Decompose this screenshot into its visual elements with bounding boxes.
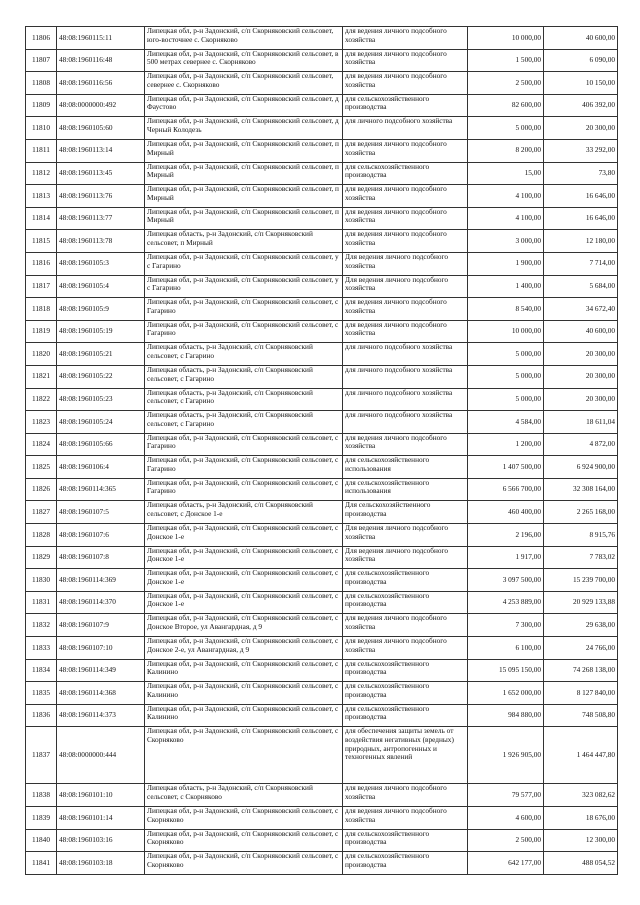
table-row xyxy=(26,569,618,592)
cadastral-number: 48:08:1960105:4 xyxy=(57,275,145,298)
table-row xyxy=(26,659,618,682)
area: 8 200,00 xyxy=(468,139,544,162)
row-number: 11811 xyxy=(26,139,57,162)
row-number: 11826 xyxy=(26,478,57,501)
cadastral-value: 12 180,00 xyxy=(544,230,618,253)
cadastral-value: 32 308 164,00 xyxy=(544,478,618,501)
address: Липецкая обл, р-н Задонский, с/п Скорняковский сельсовет, с Калинино xyxy=(145,659,343,682)
cadastral-value: 12 300,00 xyxy=(544,829,618,852)
permitted-use: для сельскохозяйственного производства xyxy=(343,704,468,727)
cadastral-value: 33 292,00 xyxy=(544,139,618,162)
cadastral-value: 20 300,00 xyxy=(544,365,618,388)
area: 2 196,00 xyxy=(468,524,544,547)
table-row xyxy=(26,275,618,298)
area: 10 000,00 xyxy=(468,320,544,343)
address: Липецкая обл, р-н Задонский, с/п Скорняковский сельсовет, у с Гагарино xyxy=(145,275,343,298)
cadastral-value: 34 672,40 xyxy=(544,298,618,321)
permitted-use: для сельскохозяйственного производства xyxy=(343,659,468,682)
address: Липецкая обл, р-н Задонский, с/п Скорняковский сельсовет, с Калинино xyxy=(145,704,343,727)
cadastral-number: 48:08:1960105:22 xyxy=(57,365,145,388)
permitted-use: для ведения личного подсобного хозяйства xyxy=(343,637,468,660)
table-row xyxy=(26,298,618,321)
table-row xyxy=(26,49,618,72)
cadastral-value: 4 872,00 xyxy=(544,433,618,456)
area: 1 926 905,00 xyxy=(468,727,544,784)
permitted-use: для сельскохозяйственного использования xyxy=(343,456,468,479)
cadastral-value: 40 600,00 xyxy=(544,320,618,343)
address: Липецкая обл, р-н Задонский, с/п Скорняковский сельсовет, с Гагарино xyxy=(145,478,343,501)
cadastral-number: 48:08:1960107:6 xyxy=(57,524,145,547)
table-row xyxy=(26,388,618,411)
table-row xyxy=(26,117,618,140)
cadastral-number: 48:08:1960105:9 xyxy=(57,298,145,321)
cadastral-value: 20 300,00 xyxy=(544,343,618,366)
cadastral-value: 20 300,00 xyxy=(544,388,618,411)
address: Липецкая обл, р-н Задонский, с/п Скорняковский сельсовет, с Гагарино xyxy=(145,320,343,343)
area: 15,00 xyxy=(468,162,544,185)
table-row xyxy=(26,637,618,660)
area: 642 177,00 xyxy=(468,852,544,875)
area: 460 400,00 xyxy=(468,501,544,524)
row-number: 11830 xyxy=(26,569,57,592)
area: 1 652 000,00 xyxy=(468,682,544,705)
row-number: 11818 xyxy=(26,298,57,321)
cadastral-value: 16 646,00 xyxy=(544,185,618,208)
table-row xyxy=(26,207,618,230)
cadastral-value: 7 714,00 xyxy=(544,252,618,275)
table-row xyxy=(26,591,618,614)
permitted-use: для ведения личного подсобного хозяйства xyxy=(343,230,468,253)
row-number: 11814 xyxy=(26,207,57,230)
cadastral-number: 48:08:1960113:77 xyxy=(57,207,145,230)
cadastral-value: 6 090,00 xyxy=(544,49,618,72)
cadastral-value: 18 611,04 xyxy=(544,411,618,434)
row-number: 11829 xyxy=(26,546,57,569)
permitted-use: для ведения личного подсобного хозяйства xyxy=(343,433,468,456)
cadastral-number: 48:08:1960106:4 xyxy=(57,456,145,479)
row-number: 11808 xyxy=(26,72,57,95)
permitted-use: для ведения личного подсобного хозяйства xyxy=(343,27,468,50)
row-number: 11821 xyxy=(26,365,57,388)
permitted-use: для личного подсобного хозяйства xyxy=(343,343,468,366)
table-row xyxy=(26,162,618,185)
area: 79 577,00 xyxy=(468,784,544,807)
area: 1 500,00 xyxy=(468,49,544,72)
cadastral-number: 48:08:1960107:9 xyxy=(57,614,145,637)
cadastral-number: 48:08:1960115:11 xyxy=(57,27,145,50)
cadastral-value: 8 915,76 xyxy=(544,524,618,547)
row-number: 11828 xyxy=(26,524,57,547)
land-register-table xyxy=(25,26,618,875)
table-row xyxy=(26,807,618,830)
cadastral-number: 48:08:1960105:21 xyxy=(57,343,145,366)
address: Липецкая обл, р-н Задонский, с/п Скорняковский сельсовет, с Донское 1-е xyxy=(145,569,343,592)
area: 6 566 700,00 xyxy=(468,478,544,501)
cadastral-number: 48:08:1960116:56 xyxy=(57,72,145,95)
permitted-use: для сельскохозяйственного производства xyxy=(343,682,468,705)
permitted-use: Для ведения личного подсобного хозяйства xyxy=(343,524,468,547)
cadastral-number: 48:08:1960113:45 xyxy=(57,162,145,185)
row-number: 11831 xyxy=(26,591,57,614)
cadastral-value: 24 766,00 xyxy=(544,637,618,660)
table-row xyxy=(26,682,618,705)
cadastral-value: 748 508,80 xyxy=(544,704,618,727)
address: Липецкая обл, р-н Задонский, с/п Скорняковский сельсовет, с Скорняково xyxy=(145,829,343,852)
table-row xyxy=(26,343,618,366)
cadastral-number: 48:08:0000000:444 xyxy=(57,727,145,784)
cadastral-number: 48:08:1960105:60 xyxy=(57,117,145,140)
table-row xyxy=(26,94,618,117)
address: Липецкая область, р-н Задонский, с/п Скорняковский сельсовет, с Гагарино xyxy=(145,388,343,411)
cadastral-number: 48:08:1960113:76 xyxy=(57,185,145,208)
permitted-use: для ведения личного подсобного хозяйства xyxy=(343,807,468,830)
permitted-use: для личного подсобного хозяйства xyxy=(343,388,468,411)
permitted-use: для ведения личного подсобного хозяйства xyxy=(343,614,468,637)
cadastral-value: 20 929 133,88 xyxy=(544,591,618,614)
permitted-use: для ведения личного подсобного хозяйства xyxy=(343,49,468,72)
permitted-use: для личного подсобного хозяйства xyxy=(343,365,468,388)
address: Липецкая область, р-н Задонский, с/п Скорняковский сельсовет, с Донское 1-е xyxy=(145,501,343,524)
cadastral-value: 16 646,00 xyxy=(544,207,618,230)
cadastral-number: 48:08:1960114:373 xyxy=(57,704,145,727)
table-row xyxy=(26,614,618,637)
cadastral-value: 73,80 xyxy=(544,162,618,185)
table-row xyxy=(26,852,618,875)
area: 15 095 150,00 xyxy=(468,659,544,682)
address: Липецкая обл, р-н Задонский, с/п Скорняковский сельсовет, у с Гагарино xyxy=(145,252,343,275)
table-row xyxy=(26,365,618,388)
permitted-use: для ведения личного подсобного хозяйства xyxy=(343,72,468,95)
permitted-use: для сельскохозяйственного использования xyxy=(343,478,468,501)
row-number: 11822 xyxy=(26,388,57,411)
area: 4 600,00 xyxy=(468,807,544,830)
cadastral-value: 29 638,00 xyxy=(544,614,618,637)
address: Липецкая обл, р-н Задонский, с/п Скорняковский сельсовет, п Мирный xyxy=(145,162,343,185)
area: 8 540,00 xyxy=(468,298,544,321)
address: Липецкая область, р-н Задонский, с/п Скорняковский сельсовет, п Мирный xyxy=(145,230,343,253)
row-number: 11809 xyxy=(26,94,57,117)
row-number: 11832 xyxy=(26,614,57,637)
cadastral-value: 15 239 700,00 xyxy=(544,569,618,592)
area: 5 000,00 xyxy=(468,343,544,366)
address: Липецкая обл, р-н Задонский, с/п Скорняковский сельсовет, д Черный Колодезь xyxy=(145,117,343,140)
cadastral-value: 488 054,52 xyxy=(544,852,618,875)
permitted-use: Для ведения личного подсобного хозяйства xyxy=(343,546,468,569)
cadastral-value: 406 392,00 xyxy=(544,94,618,117)
address: Липецкая обл, р-н Задонский, с/п Скорняковский сельсовет, севернее с. Скорняково xyxy=(145,72,343,95)
table-row xyxy=(26,704,618,727)
row-number: 11820 xyxy=(26,343,57,366)
area: 4 100,00 xyxy=(468,207,544,230)
address: Липецкая обл, р-н Задонский, с/п Скорняковский сельсовет, с Калинино xyxy=(145,682,343,705)
cadastral-number: 48:08:1960113:14 xyxy=(57,139,145,162)
cadastral-number: 48:08:1960114:365 xyxy=(57,478,145,501)
area: 4 100,00 xyxy=(468,185,544,208)
address: Липецкая область, р-н Задонский, с/п Скорняковский сельсовет, с Скорняково xyxy=(145,784,343,807)
area: 6 100,00 xyxy=(468,637,544,660)
permitted-use: для ведения личного подсобного хозяйства xyxy=(343,320,468,343)
permitted-use: для ведения личного подсобного хозяйства xyxy=(343,784,468,807)
address: Липецкая обл, р-н Задонский, с/п Скорняковский сельсовет, п Мирный xyxy=(145,139,343,162)
cadastral-number: 48:08:1960103:16 xyxy=(57,829,145,852)
row-number: 11807 xyxy=(26,49,57,72)
cadastral-number: 48:08:1960103:18 xyxy=(57,852,145,875)
address: Липецкая обл, р-н Задонский, с/п Скорняковский сельсовет, д Фаустово xyxy=(145,94,343,117)
area: 5 000,00 xyxy=(468,388,544,411)
cadastral-number: 48:08:1960105:23 xyxy=(57,388,145,411)
permitted-use: для сельскохозяйственного производства xyxy=(343,569,468,592)
address: Липецкая обл, р-н Задонский, с/п Скорняковский сельсовет, с Донское Второе, ул Авангардная, д 9 xyxy=(145,614,343,637)
cadastral-value: 5 684,00 xyxy=(544,275,618,298)
address: Липецкая обл, р-н Задонский, с/п Скорняковский сельсовет, с Гагарино xyxy=(145,298,343,321)
row-number: 11824 xyxy=(26,433,57,456)
permitted-use: для сельскохозяйственного производства xyxy=(343,852,468,875)
address: Липецкая обл, р-н Задонский, с/п Скорняковский сельсовет, с Скорняково xyxy=(145,727,343,784)
row-number: 11819 xyxy=(26,320,57,343)
cadastral-number: 48:08:1960114:368 xyxy=(57,682,145,705)
table-body xyxy=(26,27,618,875)
cadastral-number: 48:08:1960105:3 xyxy=(57,252,145,275)
row-number: 11815 xyxy=(26,230,57,253)
cadastral-value: 2 265 168,00 xyxy=(544,501,618,524)
cadastral-value: 7 783,02 xyxy=(544,546,618,569)
address: Липецкая область, р-н Задонский, с/п Скорняковский сельсовет, с Гагарино xyxy=(145,365,343,388)
table-row xyxy=(26,546,618,569)
table-row xyxy=(26,230,618,253)
cadastral-number: 48:08:1960105:66 xyxy=(57,433,145,456)
area: 4 253 889,00 xyxy=(468,591,544,614)
area: 3 000,00 xyxy=(468,230,544,253)
permitted-use: Для сельскохозяйственного производства xyxy=(343,501,468,524)
area: 4 584,00 xyxy=(468,411,544,434)
cadastral-number: 48:08:1960114:370 xyxy=(57,591,145,614)
row-number: 11827 xyxy=(26,501,57,524)
table-row xyxy=(26,784,618,807)
cadastral-value: 10 150,00 xyxy=(544,72,618,95)
address: Липецкая обл, р-н Задонский, с/п Скорняковский сельсовет, в 500 метрах севернее с. Скорняково xyxy=(145,49,343,72)
address: Липецкая обл, р-н Задонский, с/п Скорняковский сельсовет, с Донское 1-е xyxy=(145,591,343,614)
area: 2 500,00 xyxy=(468,829,544,852)
row-number: 11837 xyxy=(26,727,57,784)
table-row xyxy=(26,524,618,547)
row-number: 11813 xyxy=(26,185,57,208)
cadastral-value: 6 924 900,00 xyxy=(544,456,618,479)
cadastral-number: 48:08:1960113:78 xyxy=(57,230,145,253)
row-number: 11825 xyxy=(26,456,57,479)
area: 1 407 500,00 xyxy=(468,456,544,479)
permitted-use: для личного подсобного хозяйства xyxy=(343,117,468,140)
area: 1 200,00 xyxy=(468,433,544,456)
cadastral-value: 18 676,00 xyxy=(544,807,618,830)
address: Липецкая обл, р-н Задонский, с/п Скорняковский сельсовет, с Гагарино xyxy=(145,456,343,479)
permitted-use: для обеспечения защиты земель от воздействия негативных (вредных) природных, антропогенных и техногенных явлений xyxy=(343,727,468,784)
permitted-use: для ведения личного подсобного хозяйства xyxy=(343,207,468,230)
address: Липецкая обл, р-н Задонский, с/п Скорняковский сельсовет, п Мирный xyxy=(145,207,343,230)
address: Липецкая область, р-н Задонский, с/п Скорняковский сельсовет, с Гагарино xyxy=(145,411,343,434)
area: 2 500,00 xyxy=(468,72,544,95)
permitted-use: для сельскохозяйственного производства xyxy=(343,829,468,852)
cadastral-number: 48:08:1960107:8 xyxy=(57,546,145,569)
row-number: 11834 xyxy=(26,659,57,682)
area: 82 600,00 xyxy=(468,94,544,117)
cadastral-number: 48:08:1960101:14 xyxy=(57,807,145,830)
area: 5 000,00 xyxy=(468,117,544,140)
table-row xyxy=(26,27,618,50)
area: 7 300,00 xyxy=(468,614,544,637)
table-row xyxy=(26,320,618,343)
row-number: 11840 xyxy=(26,829,57,852)
cadastral-number: 48:08:1960114:349 xyxy=(57,659,145,682)
address: Липецкая обл, р-н Задонский, с/п Скорняковский сельсовет, п Мирный xyxy=(145,185,343,208)
table-row xyxy=(26,829,618,852)
row-number: 11816 xyxy=(26,252,57,275)
address: Липецкая обл, р-н Задонский, с/п Скорняковский сельсовет, с Скорняково xyxy=(145,852,343,875)
row-number: 11817 xyxy=(26,275,57,298)
cadastral-number: 48:08:1960105:19 xyxy=(57,320,145,343)
row-number: 11839 xyxy=(26,807,57,830)
permitted-use: для ведения личного подсобного хозяйства xyxy=(343,298,468,321)
permitted-use: для сельскохозяйственного производства xyxy=(343,94,468,117)
area: 1 917,00 xyxy=(468,546,544,569)
permitted-use: Для ведения личного подсобного хозяйства xyxy=(343,275,468,298)
row-number: 11812 xyxy=(26,162,57,185)
cadastral-value: 74 268 138,00 xyxy=(544,659,618,682)
address: Липецкая обл, р-н Задонский, с/п Скорняковский сельсовет, юго-восточнее с. Скорняково xyxy=(145,27,343,50)
cadastral-number: 48:08:0000000:492 xyxy=(57,94,145,117)
table-row xyxy=(26,456,618,479)
cadastral-number: 48:08:1960105:24 xyxy=(57,411,145,434)
address: Липецкая обл, р-н Задонский, с/п Скорняковский сельсовет, с Донское 1-е xyxy=(145,524,343,547)
cadastral-number: 48:08:1960116:48 xyxy=(57,49,145,72)
row-number: 11838 xyxy=(26,784,57,807)
cadastral-value: 323 082,62 xyxy=(544,784,618,807)
address: Липецкая обл, р-н Задонский, с/п Скорняковский сельсовет, с Донское 2-е, ул Авангардная, д 9 xyxy=(145,637,343,660)
row-number: 11810 xyxy=(26,117,57,140)
area: 984 880,00 xyxy=(468,704,544,727)
area: 10 000,00 xyxy=(468,27,544,50)
cadastral-number: 48:08:1960107:5 xyxy=(57,501,145,524)
area: 1 900,00 xyxy=(468,252,544,275)
cadastral-value: 1 464 447,80 xyxy=(544,727,618,784)
cadastral-value: 8 127 840,00 xyxy=(544,682,618,705)
permitted-use: для сельскохозяйственного производства xyxy=(343,162,468,185)
area: 3 097 500,00 xyxy=(468,569,544,592)
cadastral-value: 20 300,00 xyxy=(544,117,618,140)
row-number: 11823 xyxy=(26,411,57,434)
permitted-use: для личного подсобного хозяйства xyxy=(343,411,468,434)
table-row xyxy=(26,252,618,275)
table-row xyxy=(26,72,618,95)
table-row xyxy=(26,727,618,784)
address: Липецкая обл, р-н Задонский, с/п Скорняковский сельсовет, с Гагарино xyxy=(145,433,343,456)
permitted-use: Для ведения личного подсобного хозяйства xyxy=(343,252,468,275)
table-row xyxy=(26,185,618,208)
cadastral-number: 48:08:1960101:10 xyxy=(57,784,145,807)
address: Липецкая обл, р-н Задонский, с/п Скорняковский сельсовет, с Донское 1-е xyxy=(145,546,343,569)
area: 1 400,00 xyxy=(468,275,544,298)
table-row xyxy=(26,501,618,524)
permitted-use: для ведения личного подсобного хозяйства xyxy=(343,139,468,162)
table-row xyxy=(26,411,618,434)
cadastral-number: 48:08:1960114:369 xyxy=(57,569,145,592)
row-number: 11836 xyxy=(26,704,57,727)
address: Липецкая область, р-н Задонский, с/п Скорняковский сельсовет, с Гагарино xyxy=(145,343,343,366)
permitted-use: для сельскохозяйственного производства xyxy=(343,591,468,614)
cadastral-value: 40 600,00 xyxy=(544,27,618,50)
row-number: 11841 xyxy=(26,852,57,875)
row-number: 11835 xyxy=(26,682,57,705)
address: Липецкая обл, р-н Задонский, с/п Скорняковский сельсовет, с Скорняково xyxy=(145,807,343,830)
area: 5 000,00 xyxy=(468,365,544,388)
cadastral-number: 48:08:1960107:10 xyxy=(57,637,145,660)
table-row xyxy=(26,433,618,456)
row-number: 11806 xyxy=(26,27,57,50)
row-number: 11833 xyxy=(26,637,57,660)
table-row xyxy=(26,478,618,501)
permitted-use: для ведения личного подсобного хозяйства xyxy=(343,185,468,208)
table-row xyxy=(26,139,618,162)
